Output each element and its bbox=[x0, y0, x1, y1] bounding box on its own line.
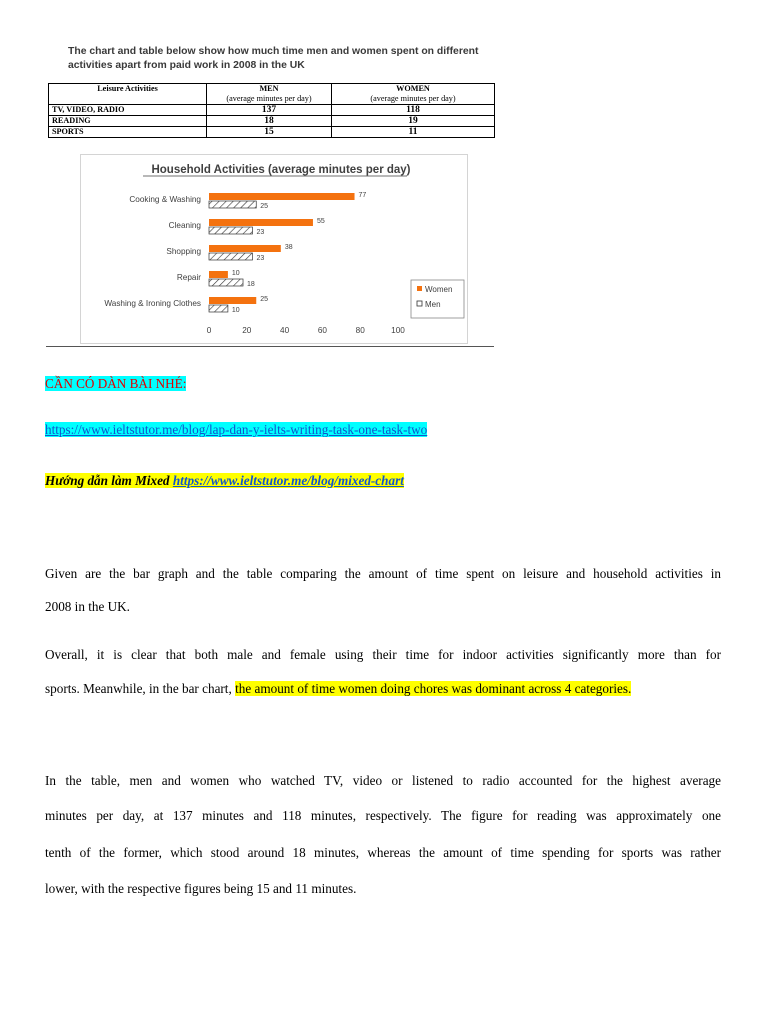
table-row bbox=[49, 127, 495, 138]
paragraph-intro-line-2: 2008 in the UK. bbox=[45, 599, 130, 614]
bar-men bbox=[209, 305, 228, 312]
table-cell-men: 18 bbox=[207, 116, 332, 127]
leisure-activities-table bbox=[48, 83, 495, 138]
table-header-cell bbox=[207, 84, 332, 105]
figure-bottom-border bbox=[46, 346, 494, 347]
outline-heading-text: CẦN CÓ DÀN BÀI NHÉ: bbox=[45, 376, 187, 391]
bar-women bbox=[209, 271, 228, 278]
header-main: MEN bbox=[259, 84, 279, 93]
embedded-figure-image bbox=[46, 36, 494, 348]
paragraph-intro bbox=[45, 557, 721, 592]
header-sub: (average minutes per day) bbox=[226, 94, 312, 103]
bar-women bbox=[209, 193, 355, 200]
table-cell-men: 15 bbox=[207, 127, 332, 138]
x-tick-label: 100 bbox=[391, 326, 405, 335]
paragraph-overview-line-2a: sports. Meanwhile, in the bar chart, bbox=[45, 681, 236, 696]
bar-men bbox=[209, 253, 252, 260]
mixed-guide-label: Hướng dẫn làm Mixed bbox=[45, 473, 170, 488]
paragraph-overview bbox=[45, 638, 721, 673]
table-cell-activity: SPORTS bbox=[49, 127, 207, 138]
mixed-guide-line bbox=[45, 473, 404, 489]
outline-link[interactable]: https://www.ieltstutor.me/blog/lap-dan-y-ielts-writing-task-one-task-two bbox=[45, 422, 428, 437]
table-cell-men: 137 bbox=[207, 105, 332, 116]
paragraph-table-text-2: minutes per day, at 137 minutes and 118 minutes, respectively. The figure for reading was approximately one bbox=[45, 808, 721, 823]
paragraph-overview-line-2-wrap bbox=[45, 681, 631, 697]
data-label-men: 23 bbox=[256, 255, 265, 262]
mixed-guide-link[interactable]: https://www.ieltstutor.me/blog/mixed-chart bbox=[172, 473, 404, 488]
x-tick-label: 20 bbox=[242, 326, 252, 335]
table-cell-women: 118 bbox=[332, 105, 495, 116]
table-header-row bbox=[49, 84, 495, 105]
figure-caption-line-1: The chart and table below show how much time men and women spent on different bbox=[68, 46, 479, 57]
header-sub: (average minutes per day) bbox=[370, 94, 456, 103]
legend-swatch-women bbox=[417, 286, 422, 291]
figure-caption bbox=[68, 45, 488, 72]
header-main: Leisure Activities bbox=[97, 84, 158, 93]
bar-men bbox=[209, 227, 252, 234]
table-cell-activity: READING bbox=[49, 116, 207, 127]
x-tick-label: 80 bbox=[355, 326, 365, 335]
table-cell-activity: TV, VIDEO, RADIO bbox=[49, 105, 207, 116]
bar-women bbox=[209, 297, 256, 304]
category-label: Cleaning bbox=[168, 221, 201, 230]
outline-heading bbox=[45, 376, 186, 392]
figure-caption-line-2: activities apart from paid work in 2008 in the UK bbox=[68, 59, 305, 71]
legend-label-men: Men bbox=[425, 300, 441, 309]
table-row bbox=[49, 116, 495, 127]
household-bar-chart bbox=[81, 155, 467, 343]
data-label-men: 18 bbox=[247, 281, 255, 288]
household-chart-frame bbox=[80, 154, 468, 344]
category-label: Cooking & Washing bbox=[129, 195, 201, 204]
category-label: Washing & Ironing Clothes bbox=[104, 299, 201, 308]
paragraph-table-text-3: tenth of the former, which stood around 18 minutes, whereas the amount of time spending for sports was rather bbox=[45, 845, 721, 860]
bar-women bbox=[209, 245, 281, 252]
data-label-women: 10 bbox=[231, 270, 240, 277]
bar-men bbox=[209, 201, 256, 208]
bar-men bbox=[209, 279, 243, 286]
paragraph-intro-line-1: Given are the bar graph and the table comparing the amount of time spent on leisure and household activities in bbox=[45, 566, 721, 581]
table-row bbox=[49, 105, 495, 116]
x-tick-label: 60 bbox=[317, 326, 327, 335]
paragraph-table-line-1 bbox=[45, 764, 721, 799]
table-cell-women: 19 bbox=[332, 116, 495, 127]
data-label-men: 23 bbox=[256, 229, 265, 236]
x-tick-label: 0 bbox=[206, 326, 212, 335]
header-main: WOMEN bbox=[396, 84, 430, 93]
data-label-men: 25 bbox=[260, 203, 269, 210]
data-label-women: 38 bbox=[284, 244, 293, 251]
paragraph-table-line-2 bbox=[45, 799, 721, 834]
data-label-women: 25 bbox=[260, 296, 269, 303]
outline-link-line bbox=[45, 422, 427, 438]
data-label-women: 55 bbox=[316, 218, 325, 225]
paragraph-table-line-4 bbox=[45, 881, 356, 897]
category-label: Repair bbox=[176, 273, 201, 282]
legend-label-women: Women bbox=[425, 285, 453, 294]
paragraph-table-line-3 bbox=[45, 836, 721, 871]
legend-swatch-men bbox=[417, 301, 422, 306]
paragraph-table-text-1: In the table, men and women who watched TV, video or listened to radio accounted for the highest average bbox=[45, 773, 721, 788]
paragraph-overview-highlight: the amount of time women doing chores was dominant across 4 categories. bbox=[235, 681, 632, 696]
x-tick-label: 40 bbox=[280, 326, 290, 335]
data-label-women: 77 bbox=[358, 192, 367, 199]
paragraph-overview-line-1: Overall, it is clear that both male and female using their time for indoor activities significantly more than for bbox=[45, 647, 721, 662]
table-cell-women: 11 bbox=[332, 127, 495, 138]
category-label: Shopping bbox=[166, 247, 201, 256]
table-header-cell bbox=[49, 84, 207, 105]
chart-title: Household Activities (average minutes per day) bbox=[151, 164, 411, 176]
table-header-cell bbox=[332, 84, 495, 105]
data-label-men: 10 bbox=[231, 307, 240, 314]
bar-women bbox=[209, 219, 313, 226]
paragraph-table-text-4: lower, with the respective figures being 15 and 11 minutes. bbox=[45, 881, 357, 896]
paragraph-intro-line-2-wrap bbox=[45, 599, 130, 615]
